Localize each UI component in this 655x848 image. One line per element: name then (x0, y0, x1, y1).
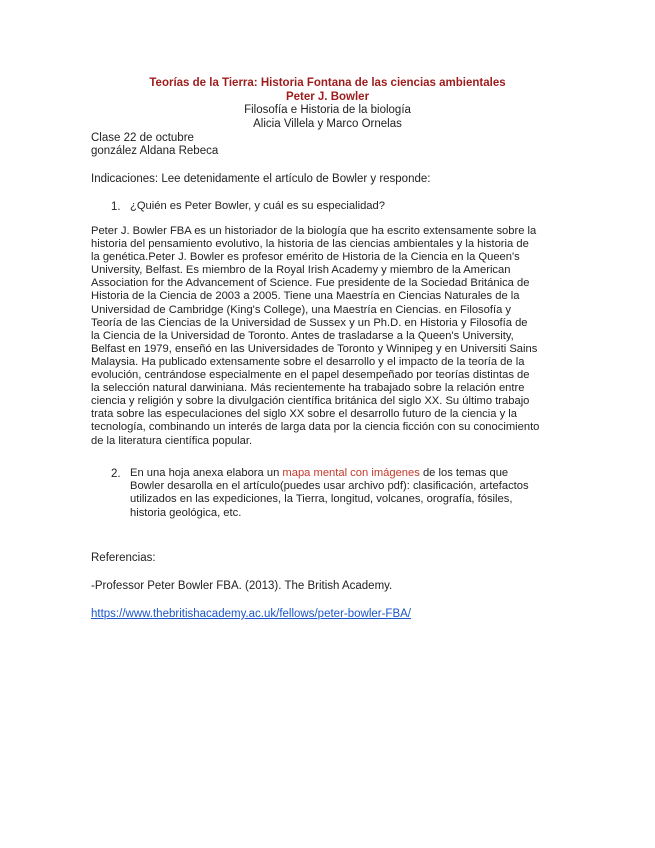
question-2-prefix: En una hoja anexa elabora un (130, 467, 283, 479)
question-2-first-line (130, 467, 529, 480)
answer-line: University, Belfast. Es miembro de la Royal Irish Academy y miembro de la American (91, 264, 511, 277)
student-name: gonzález Aldana Rebeca (91, 145, 219, 157)
question-2-line: utilizados en las expediciones, la Tierra, longitud, volcanes, orografía, fósiles, (130, 493, 513, 506)
answer-line: Peter J. Bowler FBA es un historiador de la biología que ha escrito extensamente sobre la (91, 225, 537, 237)
teacher-names: Alicia Villela y Marco Ornelas (253, 118, 402, 130)
question-2-number: 2. (111, 468, 121, 480)
answer-line: Historia de la Ciencia de 2003 a 2005. Tiene una Maestría en Ciencias Naturales de la (91, 290, 520, 303)
document-author: Peter J. Bowler (285, 91, 370, 103)
references-heading: Referencias: (91, 552, 156, 564)
answer-line: Belfast en 1979, enseñó en las Universidades de Toronto y Winnipeg y en Universiti Sains (91, 342, 538, 355)
class-date: Clase 22 de octubre (91, 132, 194, 144)
question-2-line: Bowler desarolla en el artículo(puedes usar archivo pdf): clasificación, artefactos (130, 480, 529, 493)
answer-line: historia del pensamiento evolutivo, la historia de las ciencias ambientales y la historia de (91, 238, 529, 251)
question-2-suffix: de los temas que (419, 467, 509, 479)
course-name: Filosofía e Historia de la biología (244, 104, 411, 116)
answer-line: de la literatura científica popular. (91, 434, 253, 447)
answer-line: evolución, centrándose especialmente en el papel desempeñado por teorías distintas de (91, 369, 530, 382)
answer-line: la Ciencia de la Universidad de Toronto. Antes de trasladarse a la Queen's University, (91, 329, 514, 342)
reference-link[interactable]: https://www.thebritishacademy.ac.uk/fellows/peter-bowler-FBA/ (91, 608, 411, 620)
answer-line: Universidad de Cambridge (King's College), una Maestría en Ciencias. en Filosofía y (91, 303, 512, 316)
question-1-line: ¿Quién es Peter Bowler, y cuál es su especialidad? (130, 200, 385, 212)
answer-line: Malaysia. Ha publicado extensamente sobre el desarrollo y el impacto de la teoría de la (91, 355, 525, 368)
answer-line: Association for the Advancement of Science. Fue presidente de la Sociedad Británica de (91, 277, 530, 290)
answer-1-paragraph (91, 225, 571, 448)
document-title: Teorías de la Tierra: Historia Fontana de las ciencias ambientales (149, 77, 506, 89)
answer-line: la selección natural darwiniana. Más recientemente ha trabajado sobre la relación entre (91, 382, 525, 395)
answer-line: trata sobre las especulaciones del siglo XX sobre el desarrollo futuro de la ciencia y la (91, 408, 517, 421)
reference-link-wrap (91, 607, 411, 621)
answer-line: tecnología, combinando un interés de larga data por la ciencia ficción con su conocimiento (91, 421, 540, 434)
answer-line: ciencia y religión y sobre la divulgación científica británica del siglo XX. Su último trabajo (91, 395, 530, 408)
answer-line: la genética.Peter J. Bowler es profesor emérito de Historia de la Ciencia en la Queen's (91, 251, 520, 264)
question-1-text (130, 200, 385, 213)
instructions-text: Indicaciones: Lee detenidamente el artículo de Bowler y responde: (91, 173, 431, 185)
answer-line: Teoría de las Ciencias de la Universidad de Sussex y un Ph.D. en Historia y Filosofía de (91, 316, 528, 329)
question-2-line: historia geológica, etc. (130, 506, 242, 519)
question-2-text (130, 467, 529, 520)
question-1-number: 1. (111, 201, 121, 213)
reference-citation: -Professor Peter Bowler FBA. (2013). The British Academy. (91, 580, 393, 592)
mind-map-highlight: mapa mental con imágenes (282, 467, 420, 479)
